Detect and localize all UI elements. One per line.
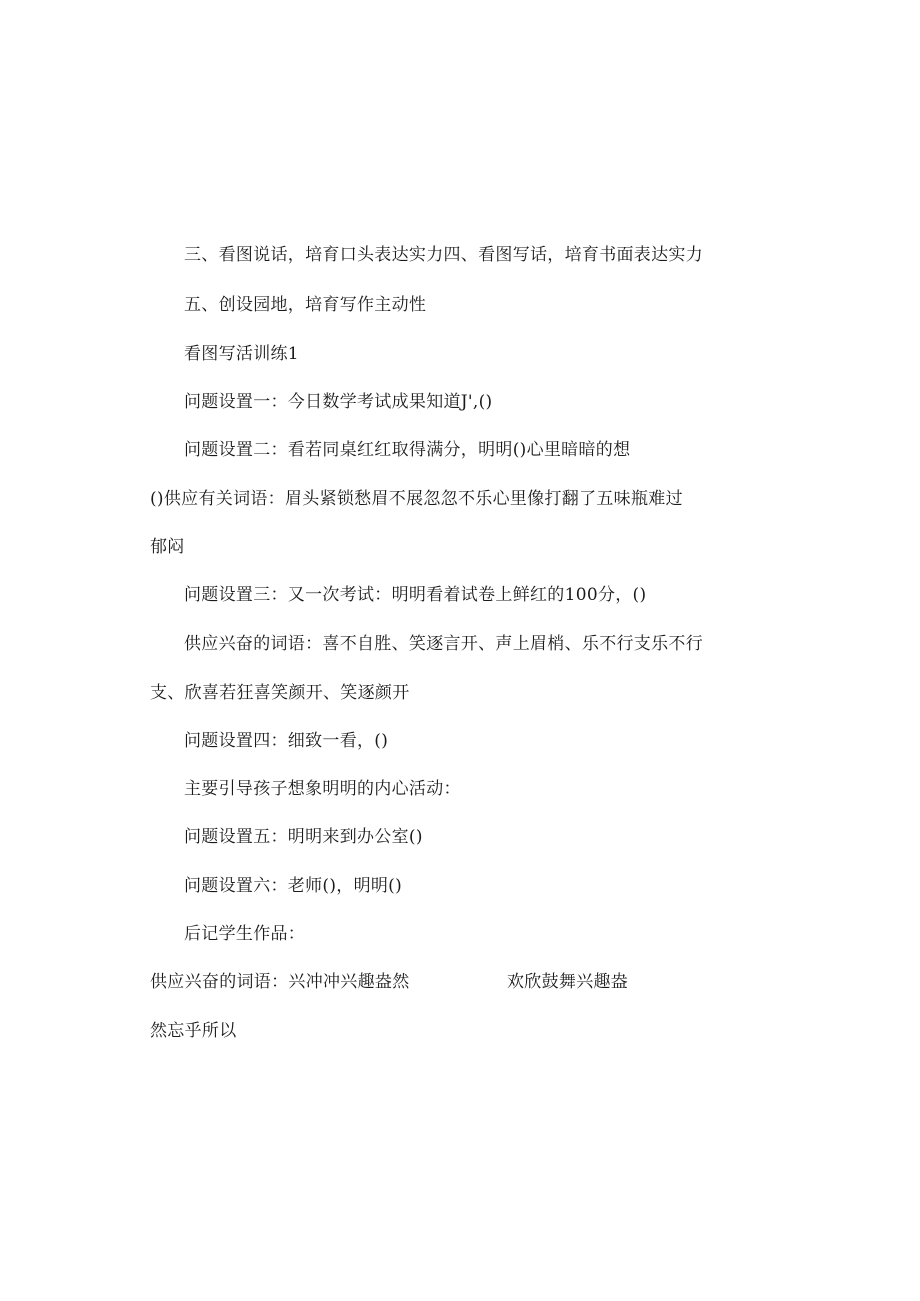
guidance-note: 主要引导孩子想象明明的内心活动： (184, 779, 461, 799)
word-list-excited-continued: 然忘乎所以 (150, 1021, 237, 1041)
postscript-heading: 后记学生作品： (184, 924, 306, 944)
question-2: 问题设置二：看若同桌红红取得满分，明明()心里暗暗的想 (184, 440, 631, 460)
word-list-sad: ()供应有关词语：眉头紧锁愁眉不展忽忽不乐心里像打翻了五味瓶难过 (150, 489, 683, 509)
word-list-happy: 供应兴奋的词语：喜不自胜、笑逐言开、声上眉梢、乐不行支乐不行 (184, 634, 703, 654)
question-6: 问题设置六：老师()，明明() (184, 876, 403, 896)
word-list-sad-continued: 郁闷 (150, 537, 185, 557)
heading-section-3-4: 三、看图说话，培育口头表达实力四、看图写话，培育书面表达实力 (184, 245, 703, 265)
question-3: 问题设置三：又一次考试：明明看着试卷上鲜红的100分，() (184, 585, 647, 605)
word-list-excited-right: 欢欣鼓舞兴趣盎 (507, 972, 629, 992)
question-5: 问题设置五：明明来到办公室() (184, 827, 423, 847)
training-title: 看图写活训练1 (184, 344, 299, 364)
question-1: 问题设置一：今日数学考试成果知道J',() (184, 392, 493, 412)
heading-section-5: 五、创设园地，培育写作主动性 (184, 295, 427, 315)
question-4: 问题设置四：细致一看，() (184, 731, 389, 751)
word-list-excited: 供应兴奋的词语：兴冲冲兴趣盎然 (150, 972, 410, 992)
word-list-happy-continued: 支、欣喜若狂喜笑颜开、笑逐颜开 (150, 683, 410, 703)
